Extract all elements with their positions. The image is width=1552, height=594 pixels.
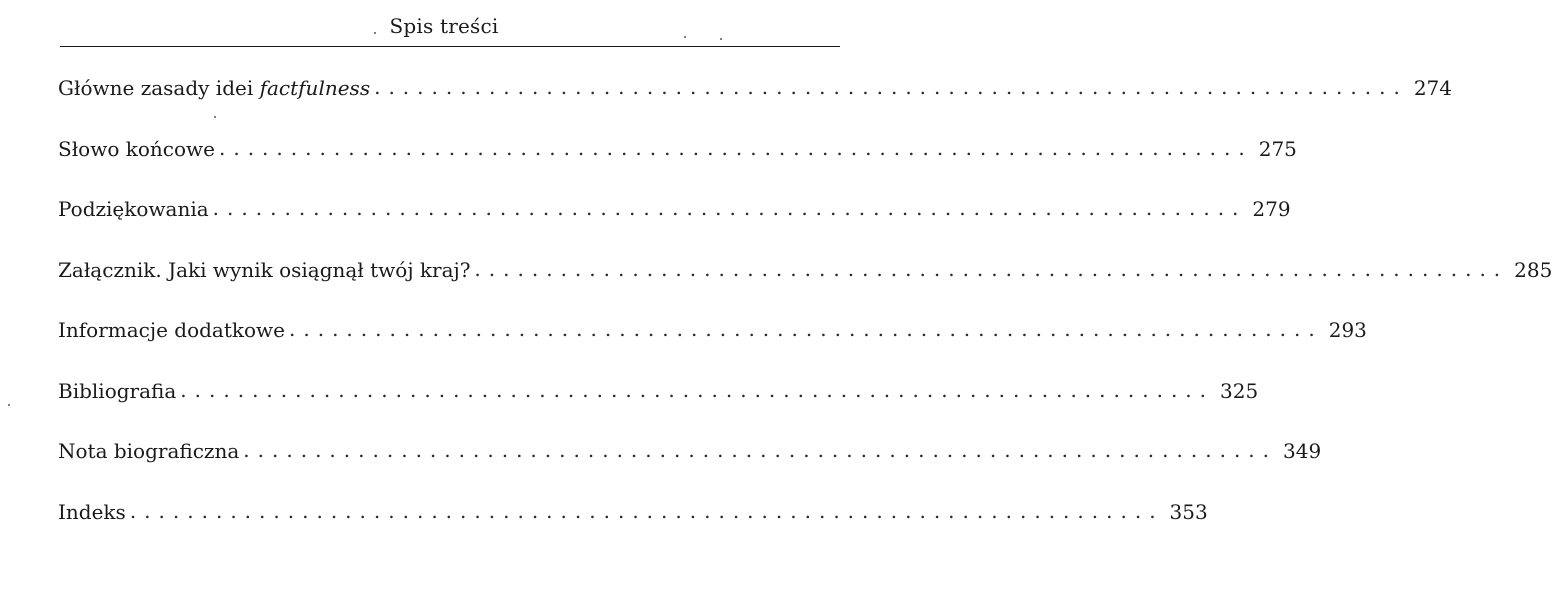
toc-entry-page: 353 — [1169, 499, 1208, 524]
dot-leader: ........................................................................ — [289, 317, 1323, 341]
page-header-title: Spis treści — [389, 14, 499, 38]
toc-entry-page: 293 — [1328, 318, 1367, 342]
scan-speck — [374, 32, 376, 34]
toc-entry-title: Załącznik. Jaki wynik osiągnął twój kraj? — [58, 257, 471, 282]
toc-entry-title: Główne zasady idei factfulness — [58, 76, 371, 100]
toc-entry-title: Słowo końcowe — [58, 136, 215, 161]
toc-entry-title: Indeks — [58, 499, 126, 524]
toc-entry-title: Podziękowania — [58, 197, 209, 221]
toc-entry — [58, 256, 1552, 319]
toc-entry-title: Nota biograficzna — [58, 439, 240, 463]
toc-entry-page: 275 — [1258, 136, 1297, 161]
dot-leader: ........................................................................ — [218, 135, 1253, 160]
scan-speck — [684, 36, 686, 38]
toc-entry-page: 285 — [1514, 257, 1552, 282]
dot-leader: ........................................................................ — [243, 438, 1278, 462]
toc-entry — [58, 135, 1297, 198]
dot-leader: ........................................................................ — [129, 498, 1164, 523]
toc-entry-page: 279 — [1252, 197, 1291, 221]
dot-leader: ........................................................................ — [180, 377, 1215, 402]
scan-speck — [720, 38, 722, 40]
toc-entry — [58, 196, 1291, 258]
header-rule — [60, 46, 840, 47]
toc-entry — [58, 75, 1453, 137]
toc-entry — [58, 438, 1322, 500]
toc-entry-page: 325 — [1220, 378, 1259, 403]
dot-leader: ........................................................................ — [212, 196, 1247, 220]
toc-entry — [58, 498, 1208, 561]
toc-entry-page: 274 — [1413, 76, 1453, 100]
toc-entry — [58, 377, 1259, 440]
scan-speck — [214, 116, 216, 118]
table-of-contents — [58, 75, 1552, 560]
toc-entry-title: Bibliografia — [58, 378, 177, 403]
dot-leader: ........................................................................ — [374, 75, 1408, 99]
toc-entry — [58, 317, 1367, 379]
toc-entry-page: 349 — [1283, 439, 1322, 463]
toc-entry-title: Informacje dodatkowe — [58, 318, 285, 342]
scan-speck — [8, 404, 10, 406]
toc-entry-title-italic: factfulness — [259, 76, 371, 100]
dot-leader: ........................................................................ — [474, 256, 1509, 281]
